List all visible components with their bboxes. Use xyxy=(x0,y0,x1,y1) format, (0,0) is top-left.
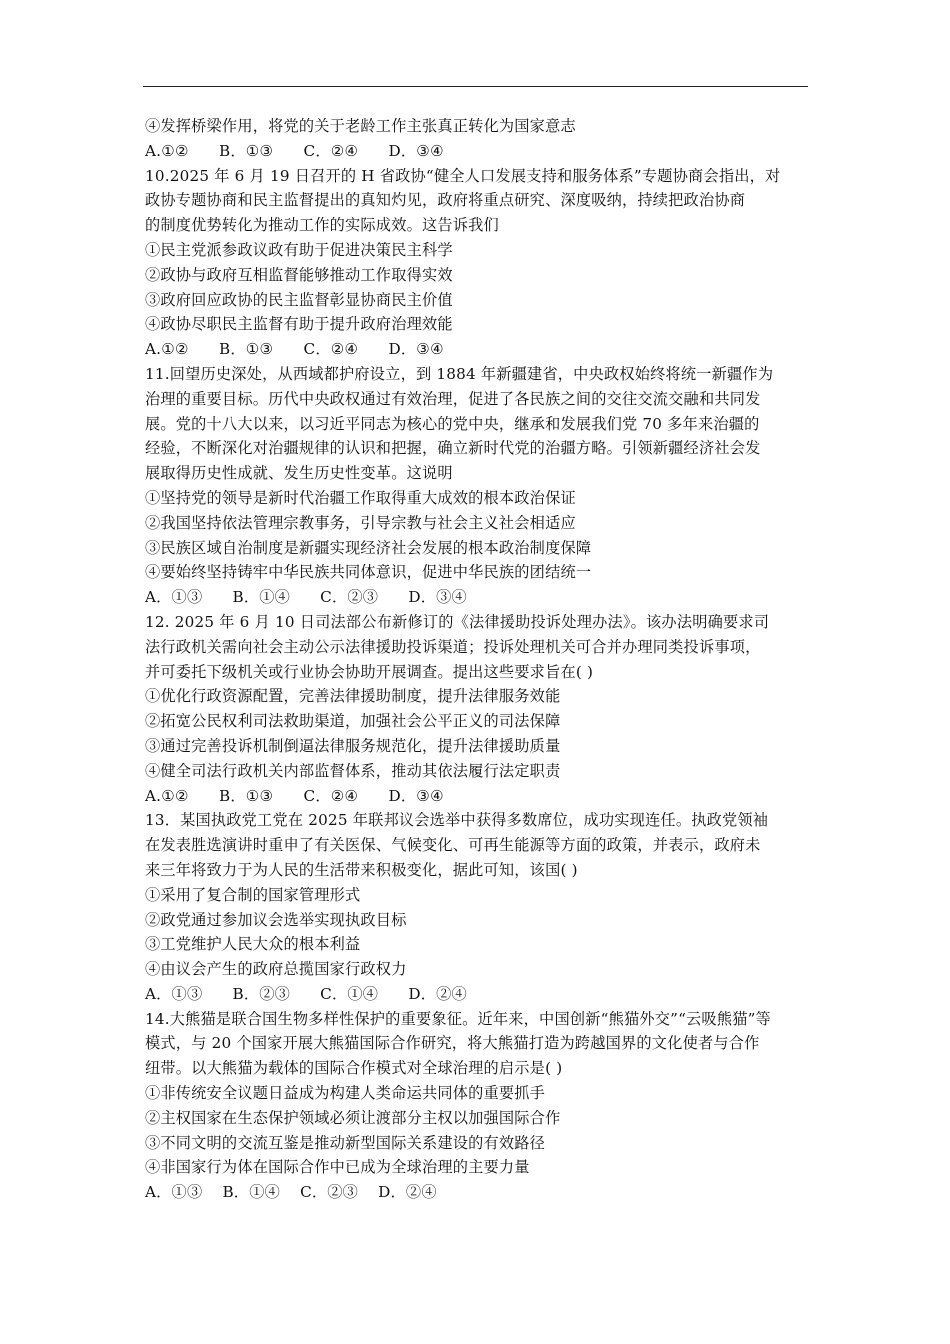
statement-2: ②我国坚持依法管理宗教事务，引导宗教与社会主义社会相适应 xyxy=(145,513,576,532)
question-stem-line: 的制度优势转化为推动工作的实际成效。这告诉我们 xyxy=(145,216,499,235)
question-stem-line: 10.2025 年 6 月 19 日召开的 H 省政协“健全人口发展支持和服务体系”专题协商会指出，对 xyxy=(145,166,781,185)
statement-2: ②政党通过参加议会选举实现执政目标 xyxy=(145,910,407,929)
question-10 xyxy=(145,164,815,362)
question-11 xyxy=(145,362,815,610)
statement-4: ④健全司法行政机关内部监督体系，推动其依法履行法定职责 xyxy=(145,761,561,780)
prev-item-options: A.①② B．①③ C．②④ D．③④ xyxy=(145,141,444,160)
header-rule xyxy=(143,86,808,87)
answer-options: A．①③ B．①④ C．②③ D．③④ xyxy=(145,588,467,607)
answer-options: A.①② B．①③ C．②④ D．③④ xyxy=(145,786,444,805)
question-stem-line: 法行政机关需向社会主动公示法律援助投诉渠道；投诉处理机关可合并办理同类投诉事项， xyxy=(145,637,761,656)
statement-4: ④由议会产生的政府总揽国家行政权力 xyxy=(145,960,407,979)
statement-4: ④非国家行为体在国际合作中已成为全球治理的主要力量 xyxy=(145,1158,530,1177)
question-stem-line: 模式，与 20 个国家开展大熊猫国际合作研究，将大熊猫打造为跨越国界的文化使者与合作 xyxy=(145,1034,760,1053)
question-stem-line: 纽带。以大熊猫为载体的国际合作模式对全球治理的启示是( ) xyxy=(145,1059,563,1078)
statement-4: ④政协尽职民主监督有助于提升政府治理效能 xyxy=(145,315,453,334)
question-stem-line: 政协专题协商和民主监督提出的真知灼见，政府将重点研究、深度吸纳，持续把政治协商 xyxy=(145,191,746,210)
prev-item-statement: ④发挥桥梁作用，将党的关于老龄工作主张真正转化为国家意志 xyxy=(145,117,576,135)
statement-1: ①优化行政资源配置，完善法律援助制度，提升法律服务效能 xyxy=(145,687,561,706)
statement-2: ②政协与政府互相监督能够推动工作取得实效 xyxy=(145,265,453,284)
question-stem-line: 14.大熊猫是联合国生物多样性保护的重要象征。近年来，中国创新“熊猫外交”“云吸熊猫”等 xyxy=(145,1009,771,1028)
answer-options: A．①③ B．②③ C．①④ D．②④ xyxy=(145,984,467,1003)
statement-3: ③民族区域自治制度是新疆实现经济社会发展的根本政治制度保障 xyxy=(145,538,592,557)
statement-1: ①民主党派参政议政有助于促进决策民主科学 xyxy=(145,240,453,259)
statement-3: ③工党维护人民大众的根本利益 xyxy=(145,935,361,954)
statement-4: ④要始终坚持铸牢中华民族共同体意识，促进中华民族的团结统一 xyxy=(145,563,592,582)
statement-3: ③不同文明的交流互鉴是推动新型国际关系建设的有效路径 xyxy=(145,1133,546,1152)
answer-options: A．①③ B．①④ C．②③ D．②④ xyxy=(145,1183,437,1202)
question-stem-line: 治理的重要目标。历代中央政权通过有效治理，促进了各民族之间的交往交流交融和共同发 xyxy=(145,389,761,408)
question-stem-line: 12. 2025 年 6 月 10 日司法部公布新修订的《法律援助投诉处理办法》。该办法明确要求司 xyxy=(145,612,770,631)
statement-1: ①采用了复合制的国家管理形式 xyxy=(145,885,361,904)
exam-page xyxy=(145,114,815,1205)
answer-options: A.①② B．①③ C．②④ D．③④ xyxy=(145,340,444,359)
question-stem-line: 在发表胜选演讲时重申了有关医保、气候变化、可再生能源等方面的政策，并表示，政府未 xyxy=(145,836,761,855)
statement-3: ③政府回应政协的民主监督彰显协商民主价值 xyxy=(145,290,453,309)
statement-3: ③通过完善投诉机制倒逼法律服务规范化，提升法律援助质量 xyxy=(145,736,561,755)
question-stem-line: 11.回望历史深处，从西域都护府设立，到 1884 年新疆建省，中央政权始终将统一新疆作为 xyxy=(145,364,774,383)
question-stem-line: 13．某国执政党工党在 2025 年联邦议会选举中获得多数席位，成功实现连任。执政党领袖 xyxy=(145,811,769,830)
question-stem-line: 展。党的十八大以来，以习近平同志为核心的党中央，继承和发展我们党 70 多年来治疆的 xyxy=(145,414,760,433)
question-stem-line: 经验，不断深化对治疆规律的认识和把握，确立新时代党的治疆方略。引领新疆经济社会发 xyxy=(145,439,761,458)
question-stem-line: 并可委托下级机关或行业协会协助开展调查。提出这些要求旨在( ) xyxy=(145,662,594,681)
question-12 xyxy=(145,610,815,808)
statement-2: ②拓宽公民权利司法救助渠道，加强社会公平正义的司法保障 xyxy=(145,712,561,731)
question-13 xyxy=(145,808,815,1006)
statement-2: ②主权国家在生态保护领域必须让渡部分主权以加强国际合作 xyxy=(145,1108,561,1127)
statement-1: ①坚持党的领导是新时代治疆工作取得重大成效的根本政治保证 xyxy=(145,488,576,507)
question-stem-line: 展取得历史性成就、发生历史性变革。这说明 xyxy=(145,464,453,483)
question-14 xyxy=(145,1007,815,1205)
question-stem-line: 来三年将致力于为人民的生活带来积极变化，据此可知，该国( ) xyxy=(145,860,578,879)
statement-1: ①非传统安全议题日益成为构建人类命运共同体的重要抓手 xyxy=(145,1084,546,1103)
